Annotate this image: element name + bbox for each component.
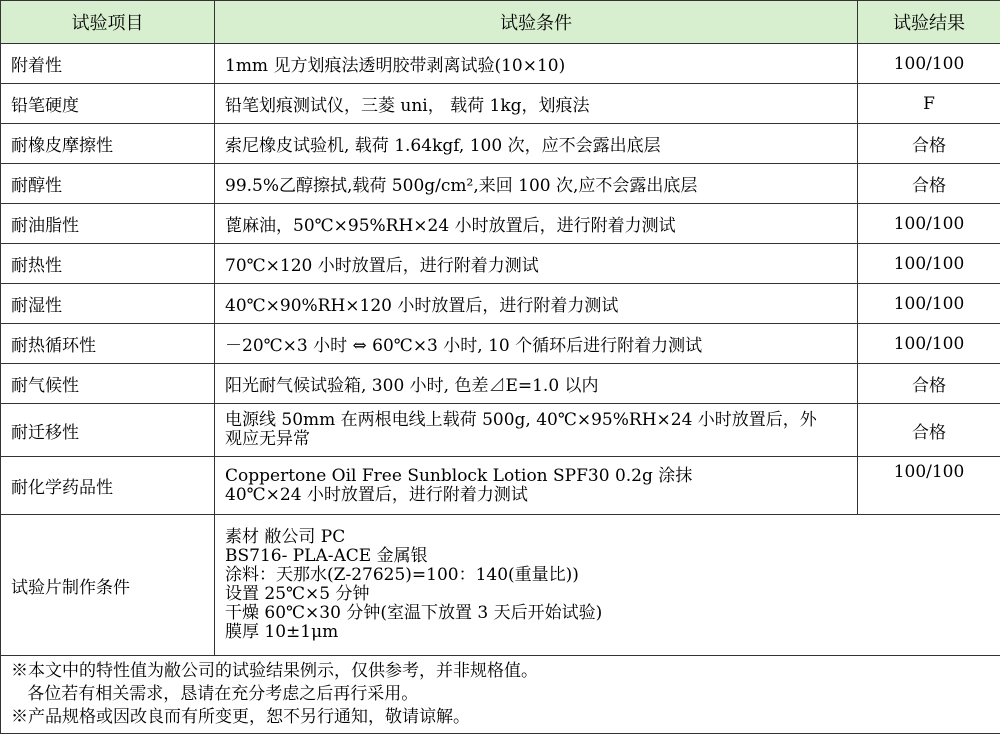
table-row <box>1 204 1000 244</box>
row-condition: 索尼橡皮试验机, 载荷 1.64kgf, 100 次，应不会露出底层 <box>215 124 858 164</box>
row-item: 试验片制作条件 <box>1 515 215 656</box>
row-result: 100/100 <box>858 44 1000 84</box>
header-test-condition: 试验条件 <box>215 1 858 44</box>
row-condition: 阳光耐气候试验箱, 300 小时, 色差⊿E=1.0 以内 <box>215 364 858 404</box>
row-result: 100/100 <box>858 457 1000 515</box>
note-line: 各位若有相关需求，恳请在充分考虑之后再行采用。 <box>11 684 419 704</box>
table-row <box>1 164 1000 204</box>
row-condition: 蓖麻油，50℃×95%RH×24 小时放置后，进行附着力测试 <box>215 204 858 244</box>
table-row <box>1 124 1000 164</box>
row-result: 合格 <box>858 364 1000 404</box>
note-line: ※本文中的特性值为敝公司的试验结果例示，仅供参考，并非规格值。 <box>11 661 538 681</box>
specimen-line: 设置 25℃×5 分钟 <box>225 584 370 604</box>
row-condition: 1mm 见方划痕法透明胶带剥离试验(10×10) <box>215 44 858 84</box>
table-row <box>1 324 1000 364</box>
row-condition: －20℃×3 小时 ⇔ 60℃×3 小时, 10 个循环后进行附着力测试 <box>215 324 858 364</box>
row-item: 耐热循环性 <box>1 324 215 364</box>
row-item: 耐油脂性 <box>1 204 215 244</box>
row-item: 耐热性 <box>1 244 215 284</box>
table-row-chemical <box>1 457 1000 515</box>
disclaimer-notes <box>1 656 1000 734</box>
row-item: 耐化学药品性 <box>1 457 215 515</box>
row-item: 耐醇性 <box>1 164 215 204</box>
row-result: 100/100 <box>858 244 1000 284</box>
header-test-result: 试验结果 <box>858 1 1000 44</box>
row-item: 耐橡皮摩擦性 <box>1 124 215 164</box>
specimen-line: 涂料：天那水(Z-27625)=100：140(重量比)) <box>225 565 579 585</box>
condition-line: Coppertone Oil Free Sunblock Lotion SPF30 0.2g 涂抹 <box>225 465 693 486</box>
row-result: F <box>858 84 1000 124</box>
specimen-line: 素材 敝公司 PC <box>225 527 346 547</box>
table-row-migration <box>1 404 1000 457</box>
header-test-item: 试验项目 <box>1 1 215 44</box>
specimen-line: 膜厚 10±1μm <box>225 622 339 642</box>
table-row <box>1 364 1000 404</box>
row-condition: 99.5%乙醇擦拭,载荷 500g/cm²,来回 100 次,应不会露出底层 <box>215 164 858 204</box>
row-item: 附着性 <box>1 44 215 84</box>
condition-line: 电源线 50mm 在两根电线上载荷 500g, 40℃×95%RH×24 小时放置后，外 <box>225 410 817 430</box>
specimen-line: 干燥 60℃×30 分钟(室温下放置 3 天后开始试验) <box>225 603 603 623</box>
table-row <box>1 84 1000 124</box>
row-result: 100/100 <box>858 324 1000 364</box>
table-row-notes <box>1 656 1000 734</box>
row-item: 耐湿性 <box>1 284 215 324</box>
row-result: 100/100 <box>858 284 1000 324</box>
condition-line: 40℃×24 小时放置后，进行附着力测试 <box>225 484 528 505</box>
specimen-line: BS716- PLA-ACE 金属银 <box>225 546 428 566</box>
table-row <box>1 44 1000 84</box>
row-condition: 铅笔划痕测试仪，三菱 uni， 载荷 1kg，划痕法 <box>215 84 858 124</box>
row-condition <box>215 404 858 457</box>
row-item: 铅笔硬度 <box>1 84 215 124</box>
row-condition <box>215 457 858 515</box>
row-condition: 70℃×120 小时放置后，进行附着力测试 <box>215 244 858 284</box>
note-line: ※产品规格或因改良而有所变更，恕不另行通知，敬请谅解。 <box>11 707 470 727</box>
row-item: 耐迁移性 <box>1 404 215 457</box>
table-header-row <box>1 1 1000 44</box>
table-row <box>1 244 1000 284</box>
table-row <box>1 284 1000 324</box>
row-condition: 40℃×90%RH×120 小时放置后，进行附着力测试 <box>215 284 858 324</box>
row-result: 100/100 <box>858 204 1000 244</box>
specimen-conditions <box>215 515 1000 656</box>
condition-line: 观应无异常 <box>225 429 310 449</box>
row-result: 合格 <box>858 164 1000 204</box>
table-row-specimen <box>1 515 1000 656</box>
row-item: 耐气候性 <box>1 364 215 404</box>
row-result: 合格 <box>858 124 1000 164</box>
row-result: 合格 <box>858 404 1000 457</box>
